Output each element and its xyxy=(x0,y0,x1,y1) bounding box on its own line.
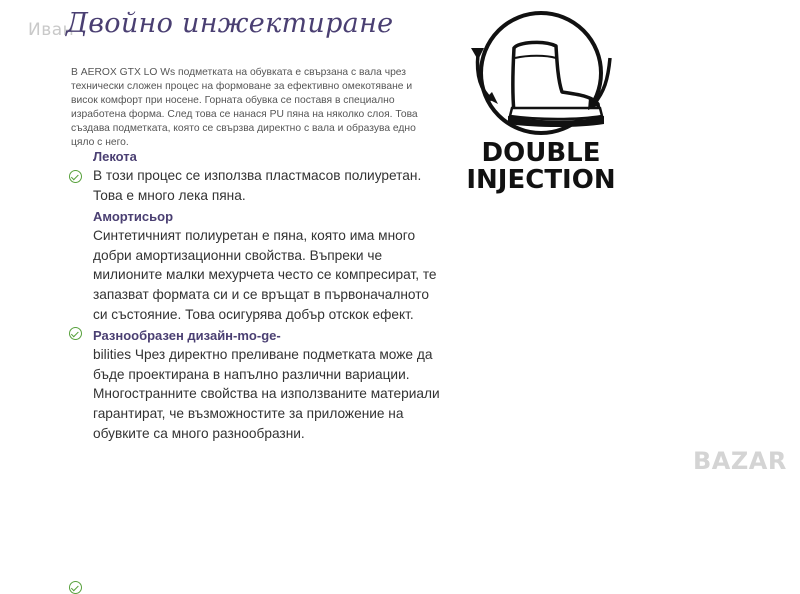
section-title: Двойно инжектиране xyxy=(66,8,394,39)
feature-text: Синтетичният полиуретан е пяна, която има много добри амортизационни свойства. Въпреки че милионите малки мехурчета често се компресират, те запазват формата си и се връщат в първоначалното си състояние. Това осигурява добър отскок ефект. xyxy=(93,228,437,322)
check-circle-icon xyxy=(69,581,82,594)
intro-paragraph: В AEROX GTX LO Ws подметката на обувката е свързана с вала чрез технически сложен процес на формоване за ефективно омекотяване и висок комфорт при носене. Горната обувка се поставя в специално изработена форма. След това се нанася PU пяна на няколко слоя. Това създава подметката, която се свързва директно с вала и образува едно цяло с него. xyxy=(71,67,418,148)
feature-title: Лекота xyxy=(93,149,137,164)
check-circle-icon xyxy=(69,170,82,183)
feature-title: Разнообразен дизайн-mo-ge- xyxy=(93,328,281,344)
feature-item-lightness xyxy=(66,147,446,205)
logo-line1: DOUBLE xyxy=(481,138,601,168)
feature-list xyxy=(66,147,446,445)
double-injection-logo xyxy=(458,8,624,198)
feature-title: Амортисьор xyxy=(93,209,174,225)
boot-injection-icon xyxy=(458,8,624,198)
feature-text: В този процес се използва пластмасов полиуретан. Това е много лека пяна. xyxy=(93,168,422,203)
watermark-text: Иван xyxy=(28,20,75,40)
feature-text: bilities Чрез директно преливане подметката може да бъде проектирана в напълно различни вариации. Многостранните свойства на използваните материали гарантират, че възможностите за приложение на обувките са много разнообразни. xyxy=(93,347,440,441)
logo-line2: INJECTION xyxy=(466,165,616,195)
feature-item-cushioning xyxy=(66,207,446,324)
bazar-watermark: BAZAR xyxy=(693,447,787,475)
feature-item-design xyxy=(66,326,446,443)
